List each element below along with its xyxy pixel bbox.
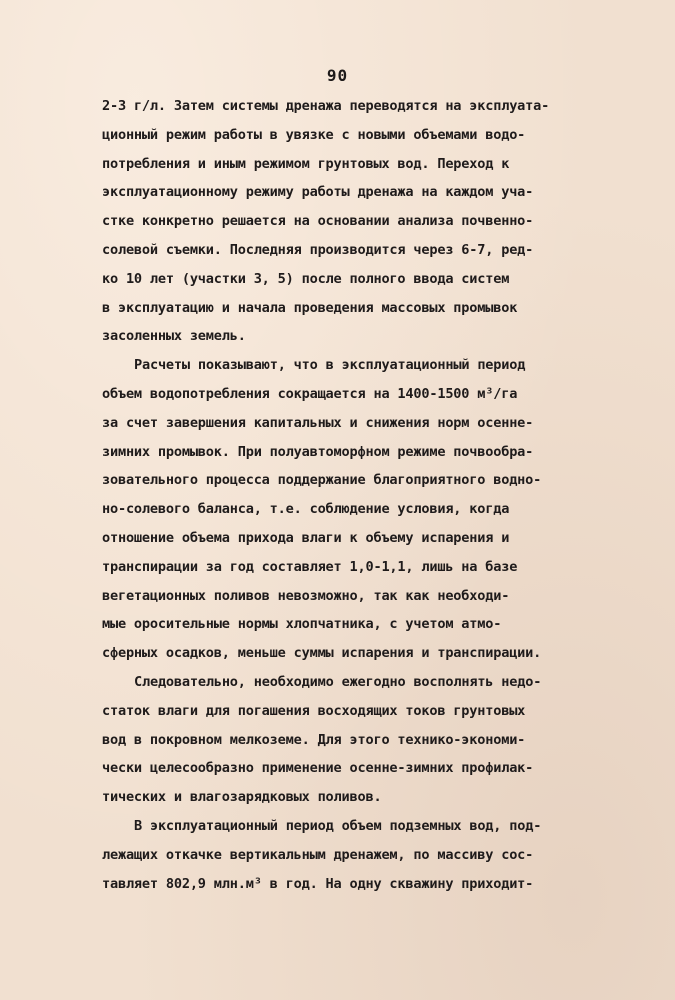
text-line: 2-3 г/л. Затем системы дренажа переводятся на эксплуата- [102,98,550,114]
text-line: Следовательно, необходимо ежегодно восполнять недо- [134,673,542,690]
text-line: тических и влагозарядковых поливов. [102,789,382,806]
text-line: зовательного процесса поддержание благоприятного водно- [102,472,542,489]
text-line: чески целесообразно применение осенне-зимних профилак- [102,760,534,777]
text-line: солевой съемки. Последняя производится через 6-7, ред- [102,241,534,258]
text-line: В эксплуатационный период объем подземных вод, под- [134,817,542,834]
text-line: вод в покровном мелкоземе. Для этого технико-экономи- [102,731,526,748]
text-line: ционный режим работы в увязке с новыми объемами водо- [102,126,526,143]
text-line: транспирации за год составляет 1,0-1,1, лишь на базе [102,558,518,575]
text-line: лежащих откачке вертикальным дренажем, по массиву сос- [102,846,534,863]
text-line: за счет завершения капитальных и снижения норм осенне- [102,414,534,431]
text-line: ко 10 лет (участки 3, 5) после полного ввода систем [102,270,510,287]
text-line: но-солевого баланса, т.е. соблюдение условия, когда [102,501,510,518]
text-line: вегетационных поливов невозможно, так как необходи- [102,587,510,604]
text-line: тавляет 802,9 млн.м³ в год. На одну скважину приходит- [102,875,534,892]
text-line: зимних промывок. При полуавтоморфном режиме почвообра- [102,443,534,460]
page-number: 90 [326,66,349,85]
text-line: в эксплуатацию и начала проведения массовых промывок [102,299,518,316]
text-line: мые оросительные нормы хлопчатника, с учетом атмо- [102,616,502,633]
text-line: статок влаги для погашения восходящих токов грунтовых [102,702,526,719]
text-line: эксплуатационному режиму работы дренажа на каждом уча- [102,184,534,201]
text-line: Расчеты показывают, что в эксплуатационный период [134,357,526,374]
text-line: потребления и иным режимом грунтовых вод. Переход к [102,155,510,172]
text-line: стке конкретно решается на основании анализа почвенно- [102,213,534,230]
text-line: отношение объема прихода влаги к объему испарения и [102,529,510,546]
text-line: объем водопотребления сокращается на 1400-1500 м³/га [102,385,518,402]
body-text [102,92,602,898]
text-line: засоленных земель. [102,328,246,345]
text-line: сферных осадков, меньше суммы испарения и транспирации. [102,645,542,662]
